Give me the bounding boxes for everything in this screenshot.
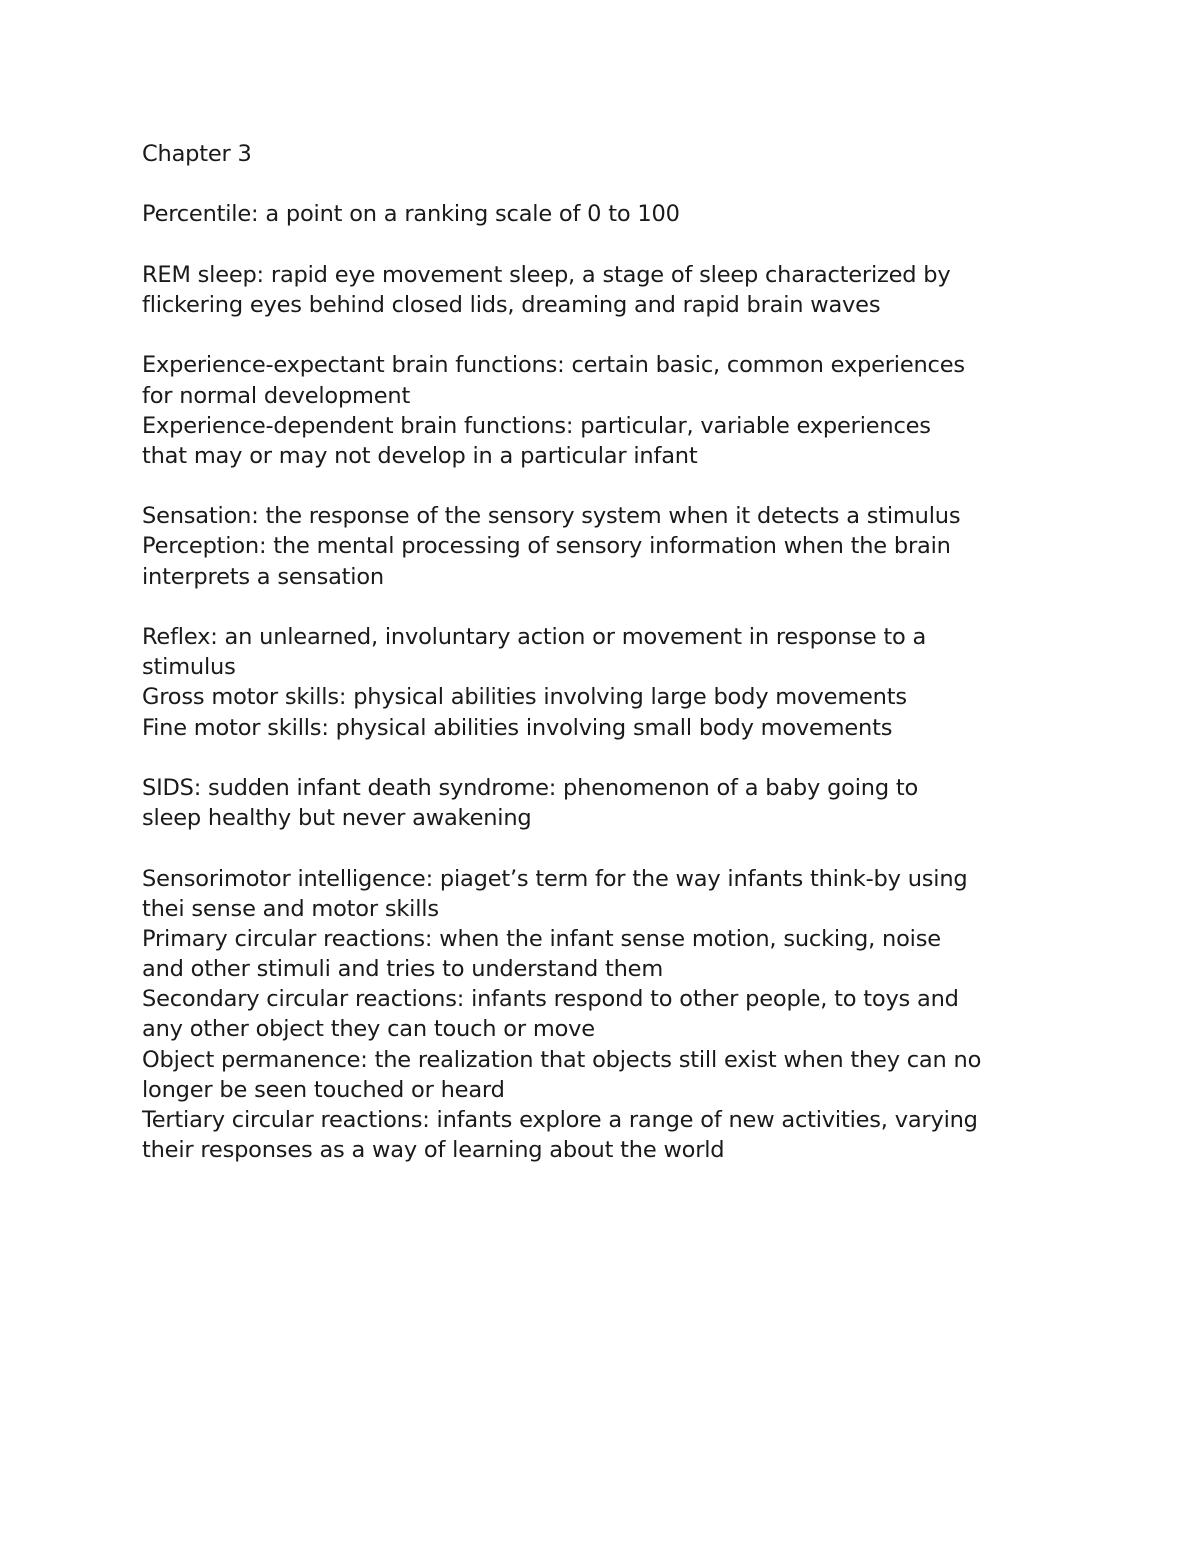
blank-line <box>142 169 1082 199</box>
blank-line <box>142 743 1082 773</box>
text-line: that may or may not develop in a particular infant <box>142 442 698 469</box>
text-line: Reflex: an unlearned, involuntary action or movement in response to a <box>142 624 927 650</box>
text-line: for normal development <box>142 382 411 409</box>
text-line: longer be seen touched or heard <box>142 1076 505 1103</box>
text-line: Sensation: the response of the sensory system when it detects a stimulus <box>142 503 961 530</box>
text-line: interprets a sensation <box>142 563 384 590</box>
text-line: REM sleep: rapid eye movement sleep, a stage of sleep characterized by <box>142 261 951 288</box>
blank-line <box>142 833 1082 863</box>
blank-line <box>142 592 1082 622</box>
text-line: Fine motor skills: physical abilities involving small body movements <box>142 714 893 741</box>
text-line: their responses as a way of learning about the world <box>142 1137 725 1164</box>
blank-line <box>142 230 1082 260</box>
blank-line <box>142 320 1082 350</box>
text-line: flickering eyes behind closed lids, dreaming and rapid brain waves <box>142 291 881 318</box>
text-line: Primary circular reactions: when the infant sense motion, sucking, noise <box>142 925 941 952</box>
text-line: Sensorimotor intelligence: piaget’s term for the way infants think-by using <box>142 865 968 892</box>
text-line: Object permanence: the realization that objects still exist when they can no <box>142 1046 982 1073</box>
text-line: SIDS: sudden infant death syndrome: phenomenon of a baby going to <box>142 774 919 801</box>
text-line: Percentile: a point on a ranking scale of 0 to 100 <box>142 201 680 228</box>
blank-line <box>142 471 1082 501</box>
chapter-heading: Chapter 3 <box>142 141 252 167</box>
text-line: any other object they can touch or move <box>142 1016 595 1043</box>
text-line: thei sense and motor skills <box>142 895 439 922</box>
text-line: sleep healthy but never awakening <box>142 805 532 832</box>
text-line: stimulus <box>142 654 236 681</box>
text-line: Experience-dependent brain functions: particular, variable experiences <box>142 412 931 439</box>
text-line: Gross motor skills: physical abilities involving large body movements <box>142 684 907 711</box>
text-line: and other stimuli and tries to understand them <box>142 956 664 983</box>
text-line: Experience-expectant brain functions: certain basic, common experiences <box>142 352 965 379</box>
text-line: Perception: the mental processing of sensory information when the brain <box>142 533 951 560</box>
text-line: Tertiary circular reactions: infants explore a range of new activities, varying <box>142 1107 978 1133</box>
text-line: Secondary circular reactions: infants respond to other people, to toys and <box>142 986 959 1013</box>
document-body <box>142 139 1082 1165</box>
